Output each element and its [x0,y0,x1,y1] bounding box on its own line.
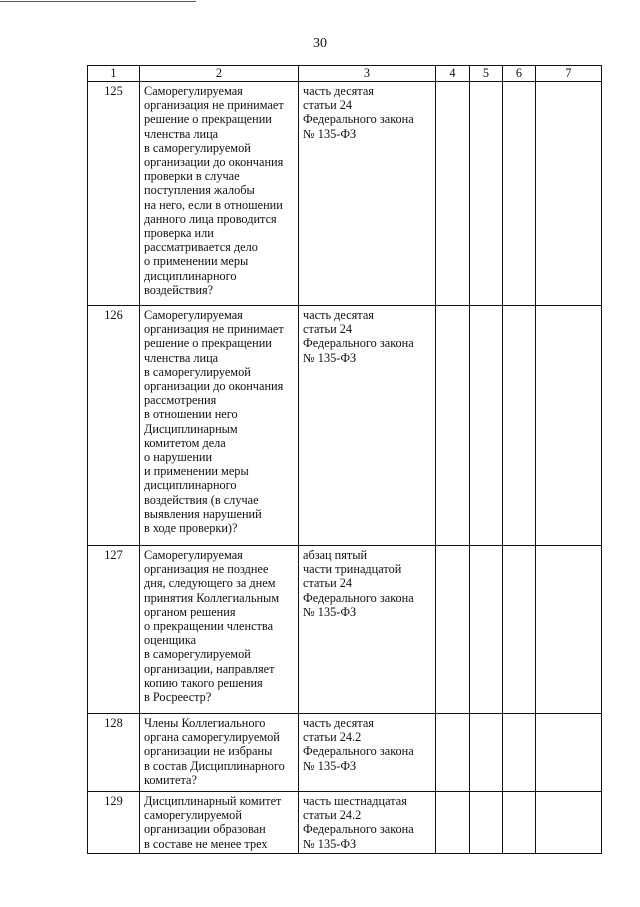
reference-line: № 135-ФЗ [303,758,357,773]
answer-cell-c7[interactable] [536,546,602,714]
answer-cell-c6[interactable] [503,546,536,714]
column-header: 1 [88,66,140,82]
question-line: комитета? [144,772,197,787]
reference-line: Федерального закона [303,744,414,759]
question-line: в отношении него [144,407,238,422]
reference-line: часть десятая [303,84,374,98]
reference-line: части тринадцатой [303,562,402,577]
reference-line: статьи 24 [303,576,353,591]
legal-reference-cell [299,306,436,546]
answer-cell-c6[interactable] [503,82,536,306]
question-line: Дисциплинарным [144,421,238,436]
reference-line: Федерального закона [303,822,414,837]
reference-line: часть десятая [303,716,374,730]
reference-line: статьи 24.2 [303,808,362,823]
question-line: дисциплинарного [144,268,237,283]
question-cell [140,792,299,854]
question-line: Саморегулируемая [144,548,243,562]
row-number: 126 [88,306,140,546]
question-line: организации до окончания [144,155,284,170]
reference-line: Федерального закона [303,112,414,127]
question-line: данного лица проводится [144,211,277,226]
row-number: 129 [88,792,140,854]
question-line: организации образован [144,822,266,837]
answer-cell-c5[interactable] [470,792,503,854]
question-line: проверки в случае [144,169,240,184]
question-line: в составе не менее трех [144,836,268,851]
reference-line: № 135-ФЗ [303,126,357,141]
top-rule [0,1,196,2]
question-line: органа саморегулируемой [144,730,280,745]
question-line: дисциплинарного [144,478,237,493]
answer-cell-c7[interactable] [536,714,602,792]
answer-cell-c4[interactable] [436,546,470,714]
question-line: копию такого решения [144,675,263,690]
legal-reference-cell [299,792,436,854]
question-line: рассматривается дело [144,240,258,255]
reference-line: статьи 24.2 [303,730,362,745]
answer-cell-c5[interactable] [470,546,503,714]
table-row [88,82,602,306]
question-line: о прекращении членства [144,619,274,634]
answer-cell-c5[interactable] [470,306,503,546]
legal-reference-cell [299,714,436,792]
question-line: саморегулируемой [144,808,242,823]
question-line: дня, следующего за днем [144,576,276,591]
reference-line: Федерального закона [303,590,414,605]
reference-line: Федерального закона [303,336,414,351]
table-row [88,546,602,714]
reference-line: № 135-ФЗ [303,604,357,619]
column-header: 4 [436,66,470,82]
page-number: 30 [313,36,327,51]
reference-line: № 135-ФЗ [303,350,357,365]
reference-line: часть десятая [303,308,374,322]
question-line: организация не принимает [144,322,284,337]
legal-reference-cell [299,82,436,306]
row-number: 125 [88,82,140,306]
question-line: Саморегулируемая [144,308,243,322]
question-line: Саморегулируемая [144,84,243,98]
question-line: в саморегулируемой [144,364,251,379]
question-line: проверка или [144,226,214,241]
answer-cell-c4[interactable] [436,714,470,792]
question-line: о применении меры [144,254,249,269]
answer-cell-c5[interactable] [470,82,503,306]
question-line: оценщика [144,633,197,648]
answer-cell-c4[interactable] [436,306,470,546]
question-line: и применении меры [144,464,249,479]
question-line: в ходе проверки)? [144,521,238,536]
question-line: членства лица [144,350,219,365]
question-line: организации до окончания [144,379,284,394]
question-line: в саморегулируемой [144,140,251,155]
question-cell [140,306,299,546]
table-row [88,714,602,792]
question-line: на него, если в отношении [144,197,283,212]
question-line: воздействия? [144,282,214,297]
question-cell [140,546,299,714]
question-line: членства лица [144,126,219,141]
question-line: организация не позднее [144,562,269,577]
question-cell [140,714,299,792]
question-line: организации не избраны [144,744,273,759]
question-line: Члены Коллегиального [144,716,266,730]
reference-line: абзац пятый [303,548,368,562]
answer-cell-c6[interactable] [503,306,536,546]
column-header: 3 [299,66,436,82]
question-line: в Росреестр? [144,690,212,705]
table-row [88,792,602,854]
question-line: воздействия (в случае [144,492,259,507]
column-header: 7 [536,66,602,82]
column-number-row [88,66,602,82]
reference-line: статьи 24 [303,98,353,113]
answer-cell-c4[interactable] [436,792,470,854]
question-cell [140,82,299,306]
question-line: рассмотрения [144,393,217,408]
question-line: комитетом дела [144,435,226,450]
question-line: о нарушении [144,450,213,465]
question-line: поступления жалобы [144,183,255,198]
answer-cell-c4[interactable] [436,82,470,306]
column-header: 2 [140,66,299,82]
question-line: решение о прекращении [144,112,272,127]
table-body [88,82,602,854]
answer-cell-c7[interactable] [536,306,602,546]
question-line: Дисциплинарный комитет [144,794,282,808]
answer-cell-c7[interactable] [536,792,602,854]
question-line: организация не принимает [144,98,284,113]
answer-cell-c6[interactable] [503,714,536,792]
reference-line: статьи 24 [303,322,353,337]
answer-cell-c6[interactable] [503,792,536,854]
column-header: 6 [503,66,536,82]
question-line: выявления нарушений [144,506,262,521]
row-number: 127 [88,546,140,714]
question-line: решение о прекращении [144,336,272,351]
legal-reference-cell [299,546,436,714]
question-line: органом решения [144,604,236,619]
question-line: в саморегулируемой [144,647,251,662]
checklist-table [87,65,602,854]
reference-line: часть шестнадцатая [303,794,407,808]
answer-cell-c5[interactable] [470,714,503,792]
reference-line: № 135-ФЗ [303,836,357,851]
question-line: организации, направляет [144,661,275,676]
row-number: 128 [88,714,140,792]
question-line: принятия Коллегиальным [144,590,280,605]
table-row [88,306,602,546]
question-line: в состав Дисциплинарного [144,758,285,773]
answer-cell-c7[interactable] [536,82,602,306]
column-header: 5 [470,66,503,82]
